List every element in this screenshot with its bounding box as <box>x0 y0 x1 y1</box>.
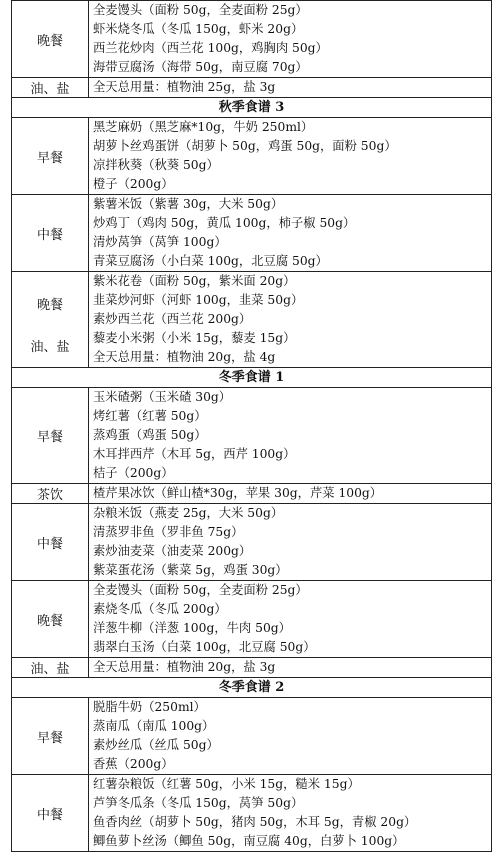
meal-label: 中餐 <box>36 536 63 552</box>
dish-line: 玉米碴粥（玉米碴 30g） <box>93 390 232 404</box>
meal-label: 晚餐 <box>36 33 63 49</box>
dish-line: 全天总用量：植物油 20g，盐 4g <box>93 350 276 364</box>
meal-label: 晚餐 <box>36 613 63 629</box>
meal-label: 油、盐 <box>30 82 70 97</box>
dish-line: 全麦馒头（面粉 50g，全麦面粉 25g） <box>93 3 308 17</box>
meal-cell <box>12 272 89 368</box>
dish-line: 西兰花炒肉（西兰花 100g，鸡胸肉 50g） <box>93 41 328 55</box>
meal-cell <box>12 195 89 272</box>
table-row <box>12 195 492 272</box>
dish-line: 杂粮米饭（燕麦 25g，大米 50g） <box>93 506 284 520</box>
dish-line: 全天总用量：植物油 25g，盐 3g <box>93 80 276 94</box>
dish-line: 青菜豆腐汤（小白菜 100g，北豆腐 50g） <box>93 254 328 268</box>
meal-label: 茶饮 <box>36 488 63 503</box>
items-cell <box>89 78 492 98</box>
section-header-row <box>12 678 492 698</box>
dish-line: 藜麦小米粥（小米 15g，藜麦 15g） <box>93 331 296 345</box>
section-title: 冬季食谱 2 <box>12 678 492 698</box>
table-row <box>12 1 492 78</box>
dish-line: 凉拌秋葵（秋葵 50g） <box>93 158 219 172</box>
dish-line: 翡翠白玉汤（白菜 100g，北豆腐 50g） <box>93 640 316 654</box>
items-cell <box>89 698 492 775</box>
dish-line: 楂芹果冰饮（鲜山楂*30g，苹果 30g，芹菜 100g） <box>93 486 383 500</box>
dish-line: 紫米花卷（面粉 50g，紫米面 20g） <box>93 274 296 288</box>
meal-cell <box>12 118 89 195</box>
dish-line: 全天总用量：植物油 20g，盐 3g <box>93 660 276 674</box>
dish-line: 素炒丝瓜（丝瓜 50g） <box>93 738 219 752</box>
dish-line: 蒸鸡蛋（鸡蛋 50g） <box>93 428 207 442</box>
dish-line: 海带豆腐汤（海带 50g，南豆腐 70g） <box>93 60 308 74</box>
dish-line: 洋葱牛柳（洋葱 100g，牛肉 50g） <box>93 621 291 635</box>
table-row <box>12 581 492 658</box>
dish-line: 红薯杂粮饭（红薯 50g，小米 15g，糙米 15g） <box>93 777 360 791</box>
table-row <box>12 658 492 678</box>
items-cell <box>89 504 492 581</box>
items-cell <box>89 118 492 195</box>
dish-line: 胡萝卜丝鸡蛋饼（胡萝卜 50g，鸡蛋 50g，面粉 50g） <box>93 139 397 153</box>
items-cell <box>89 658 492 678</box>
meal-cell <box>12 484 89 504</box>
dish-line: 素炒西兰花（西兰花 200g） <box>93 312 252 326</box>
meal-cell <box>12 581 89 658</box>
dish-line: 芦笋冬瓜条（冬瓜 150g，莴笋 50g） <box>93 796 304 810</box>
table-row <box>12 78 492 98</box>
meal-label: 中餐 <box>36 227 63 243</box>
table-row <box>12 698 492 775</box>
items-cell <box>89 388 492 484</box>
meal-cell <box>12 658 89 678</box>
meal-label: 油、盐 <box>30 662 70 677</box>
dish-line: 烤红薯（红薯 50g） <box>93 409 207 423</box>
dish-line: 素烧冬瓜（冬瓜 200g） <box>93 602 227 616</box>
dish-line: 蒸南瓜（南瓜 100g） <box>93 719 215 733</box>
dish-line: 虾米烧冬瓜（冬瓜 150g，虾米 20g） <box>93 22 304 36</box>
table-row <box>12 484 492 504</box>
meal-label: 早餐 <box>36 730 63 746</box>
items-cell <box>89 775 492 852</box>
dish-line: 脱脂牛奶（250ml） <box>93 700 206 714</box>
dish-line: 橙子（200g） <box>93 177 174 191</box>
section-title: 冬季食谱 1 <box>12 368 492 388</box>
dish-line: 鲫鱼萝卜丝汤（鲫鱼 50g，南豆腐 40g，白萝卜 100g） <box>93 834 405 848</box>
meal-label: 晚餐 <box>36 297 63 313</box>
dish-line: 黑芝麻奶（黑芝麻*10g，牛奶 250ml） <box>93 120 314 134</box>
dish-line: 清炒莴笋（莴笋 100g） <box>93 235 227 249</box>
items-cell <box>89 272 492 368</box>
table-row <box>12 118 492 195</box>
meal-cell <box>12 775 89 852</box>
items-cell <box>89 195 492 272</box>
table-row <box>12 272 492 368</box>
table-row <box>12 504 492 581</box>
dish-line: 全麦馒头（面粉 50g，全麦面粉 25g） <box>93 583 308 597</box>
meal-cell <box>12 1 89 78</box>
dish-line: 紫菜蛋花汤（紫菜 5g，鸡蛋 30g） <box>93 563 288 577</box>
meal-cell <box>12 504 89 581</box>
table-row <box>12 388 492 484</box>
items-cell <box>89 484 492 504</box>
section-title: 秋季食谱 3 <box>12 98 492 118</box>
meal-label: 早餐 <box>36 150 63 166</box>
meal-cell <box>12 388 89 484</box>
dish-line: 炒鸡丁（鸡肉 50g，黄瓜 100g，柿子椒 50g） <box>93 216 356 230</box>
dish-line: 香蕉（200g） <box>93 757 174 771</box>
meal-label: 早餐 <box>36 430 63 445</box>
section-header-row <box>12 98 492 118</box>
section-header-row <box>12 368 492 388</box>
items-cell <box>89 581 492 658</box>
dish-line: 素炒油麦菜（油麦菜 200g） <box>93 544 252 558</box>
meal-cell <box>12 78 89 98</box>
table-row <box>12 775 492 852</box>
dish-line: 木耳拌西芹（木耳 5g，西芹 100g） <box>93 447 296 461</box>
dish-line: 紫薯米饭（紫薯 30g，大米 50g） <box>93 197 284 211</box>
dish-line: 鱼香肉丝（胡萝卜 50g，猪肉 50g，木耳 5g，青椒 20g） <box>93 815 417 829</box>
meal-label: 中餐 <box>36 807 63 823</box>
items-cell <box>89 1 492 78</box>
dish-line: 韭菜炒河虾（河虾 100g，韭菜 50g） <box>93 293 304 307</box>
meal-cell <box>12 698 89 775</box>
dish-line: 清蒸罗非鱼（罗非鱼 75g） <box>93 525 244 539</box>
dish-line: 桔子（200g） <box>93 466 174 480</box>
recipe-table <box>11 0 492 852</box>
meal-label: 油、盐 <box>30 340 70 356</box>
